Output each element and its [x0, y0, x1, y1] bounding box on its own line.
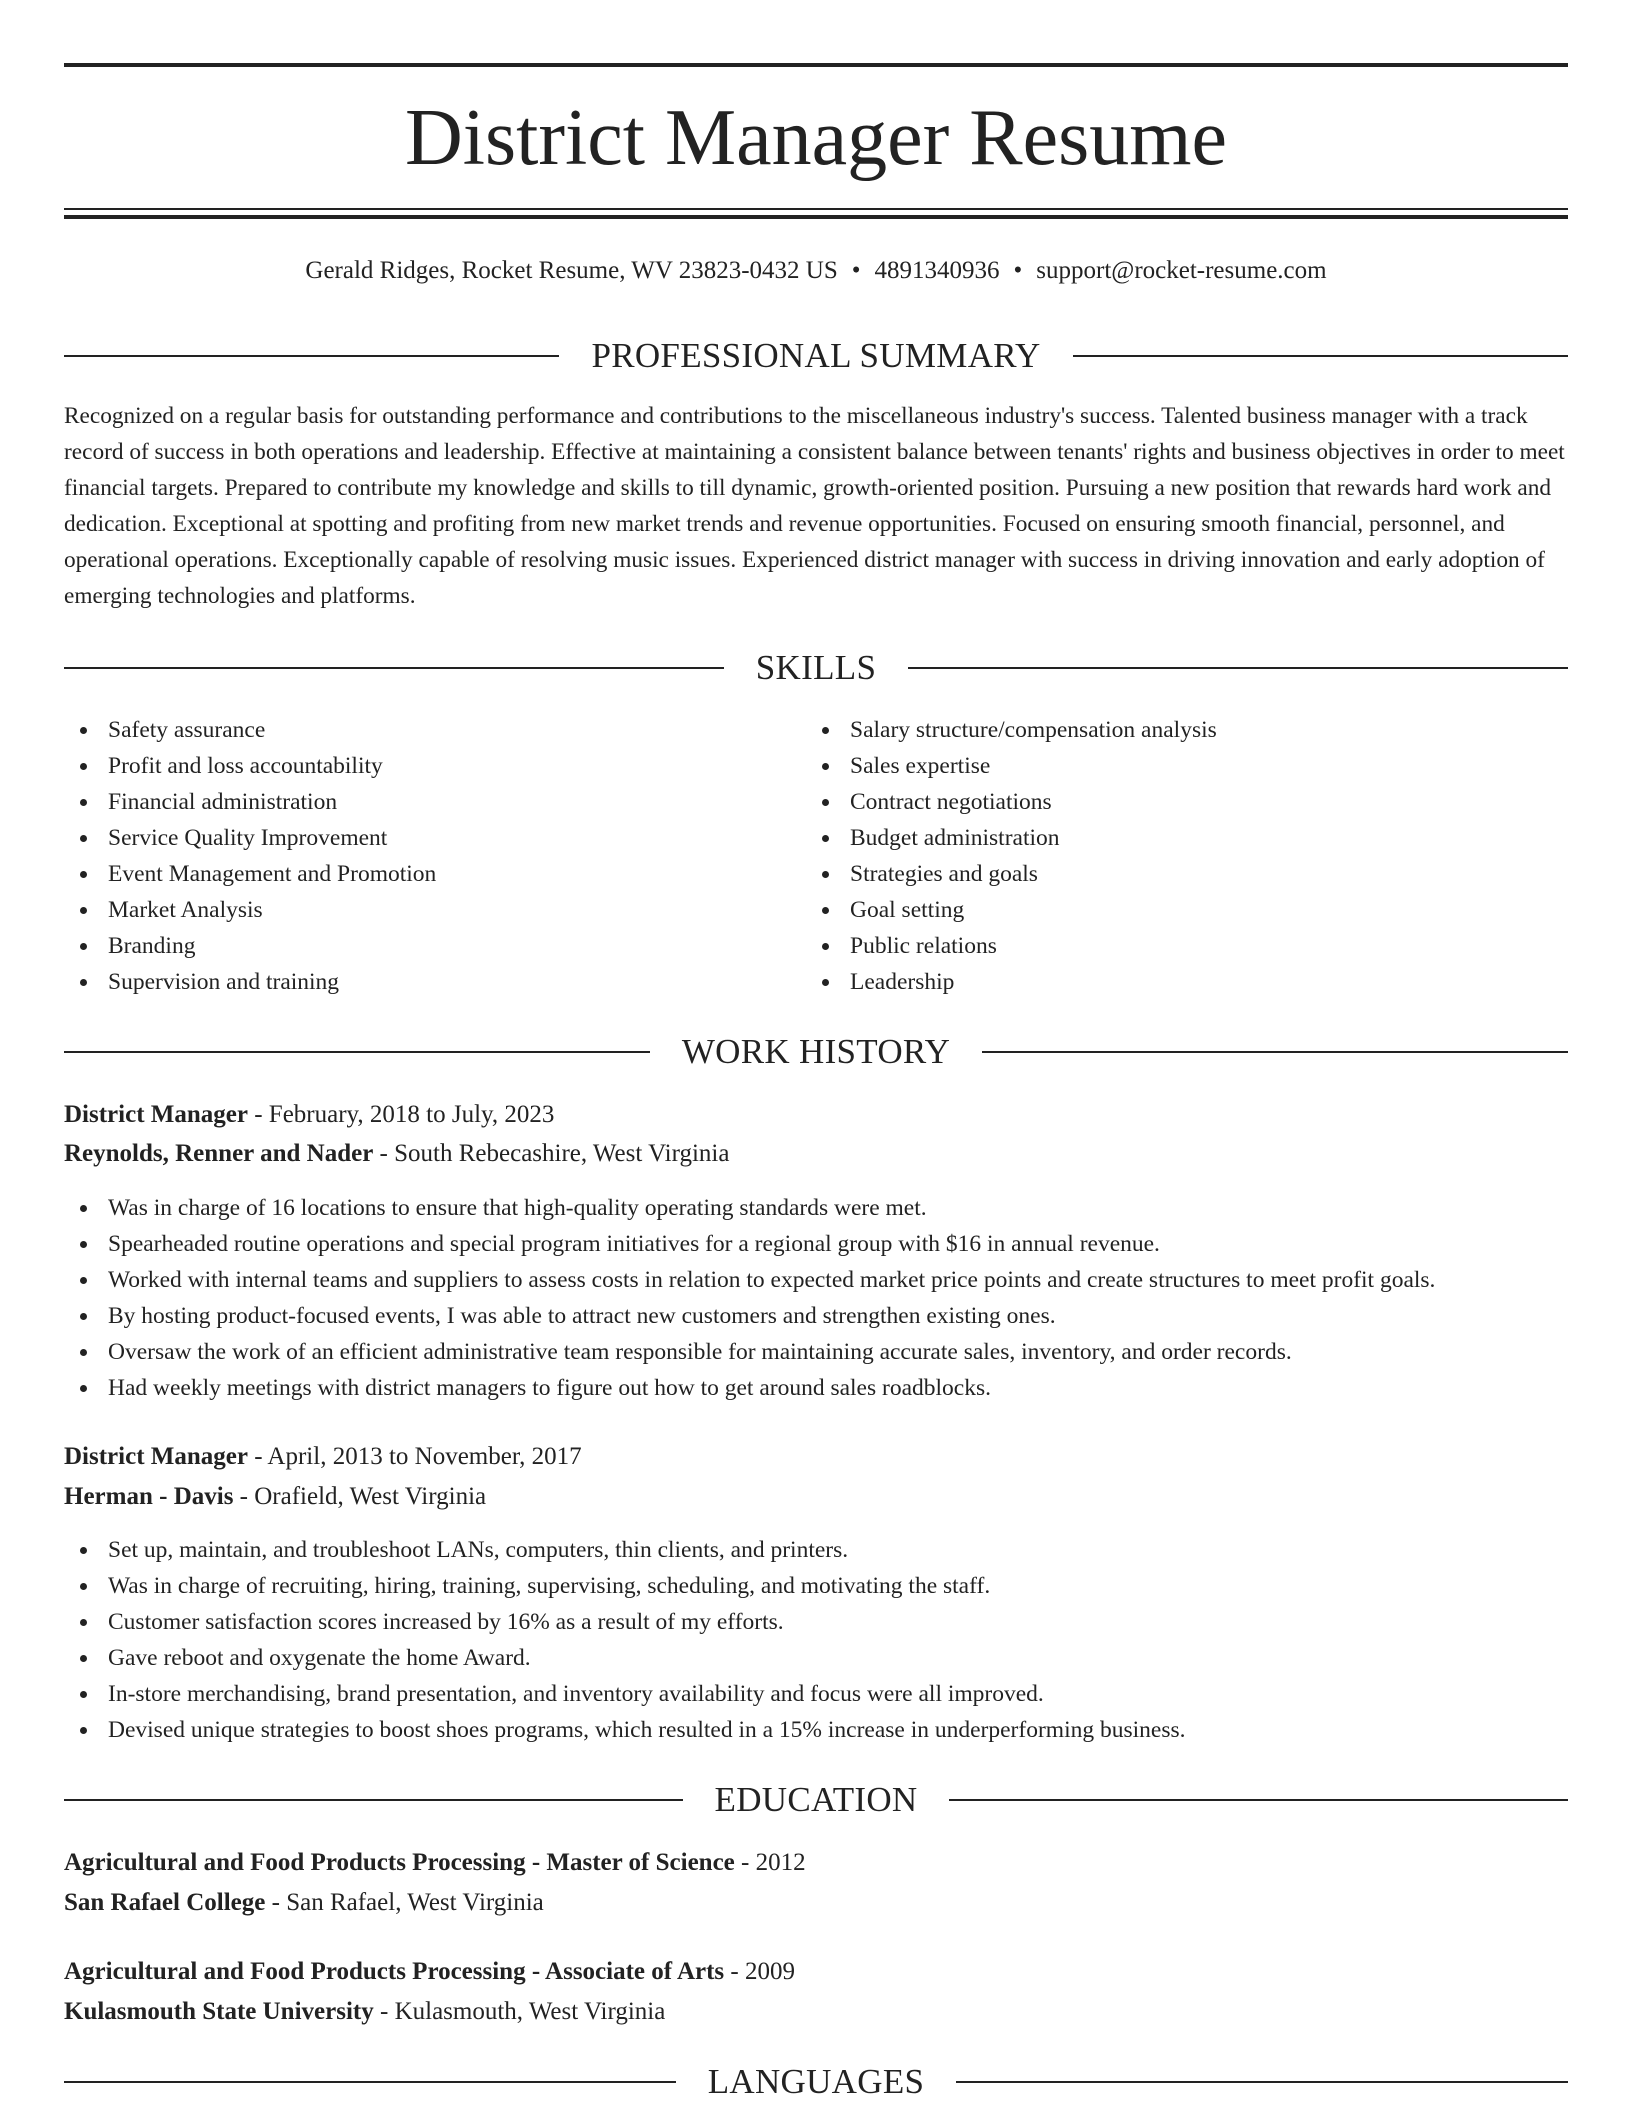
- job-bullet: Set up, maintain, and troubleshoot LANs, computers, thin clients, and printers.: [64, 1532, 1568, 1568]
- education-location: San Rafael, West Virginia: [286, 1889, 544, 1916]
- section-heading-skills: [64, 646, 1568, 690]
- job-dates: April, 2013 to November, 2017: [267, 1443, 582, 1470]
- skill-item: Public relations: [806, 928, 1217, 964]
- skill-item: Strategies and goals: [806, 856, 1217, 892]
- section-title: WORK HISTORY: [681, 1032, 951, 1071]
- skill-item: Supervision and training: [64, 964, 436, 1000]
- section-title: LANGUAGES: [707, 2062, 925, 2101]
- skill-item: Branding: [64, 928, 436, 964]
- skill-item: Leadership: [806, 964, 1217, 1000]
- summary-text: Recognized on a regular basis for outstanding performance and contributions to the miscellaneous industry's success. Talented business manager with a track record of success in both operations and leadership. Effective at maintaining a consistent balance between tenants' rights and business objectives in order to meet financial targets. Prepared to contribute my knowledge and skills to till dynamic, growth-oriented position. Pursuing a new position that rewards hard work and dedication. Exceptional at spotting and profiting from new market trends and revenue opportunities. Focused on ensuring smooth financial, personnel, and operational operations. Exceptionally capable of resolving music issues. Experienced district manager with success in driving innovation and early adoption of emerging technologies and platforms.: [64, 403, 1565, 609]
- job-title-line: District Manager - April, 2013 to November, 2017: [64, 1443, 582, 1470]
- job-bullet: Customer satisfaction scores increased by 16% as a result of my efforts.: [64, 1604, 1568, 1640]
- job-bullet: Was in charge of recruiting, hiring, training, supervising, scheduling, and motivating the staff.: [64, 1568, 1568, 1604]
- skill-item: Salary structure/compensation analysis: [806, 712, 1217, 748]
- job-bullet: Had weekly meetings with district managers to figure out how to get around sales roadblocks.: [64, 1370, 1568, 1406]
- job-bullets: [64, 1190, 1568, 1406]
- contact-separator: •: [1013, 257, 1023, 284]
- job-title: District Manager: [64, 1443, 248, 1470]
- heading-rule: [908, 667, 1568, 669]
- job-dates: February, 2018 to July, 2023: [268, 1101, 555, 1128]
- heading-rule: [64, 2081, 676, 2083]
- education-school-line: Kulasmouth State University - Kulasmouth, West Virginia: [64, 1998, 666, 2025]
- heading-rule: [64, 1799, 683, 1801]
- skill-item: Goal setting: [806, 892, 1217, 928]
- job-company-line: Reynolds, Renner and Nader - South Rebecashire, West Virginia: [64, 1140, 730, 1167]
- job-location: Orafield, West Virginia: [254, 1483, 487, 1510]
- education-degree-line: Agricultural and Food Products Processing - Associate of Arts - 2009: [64, 1958, 795, 1985]
- section-title: SKILLS: [755, 648, 877, 687]
- title-rule-lower: [64, 215, 1568, 219]
- education-year: 2012: [755, 1849, 806, 1876]
- job-location: South Rebecashire, West Virginia: [394, 1140, 730, 1167]
- skill-item: Sales expertise: [806, 748, 1217, 784]
- education-school-line: San Rafael College - San Rafael, West Virginia: [64, 1889, 544, 1916]
- heading-rule: [64, 667, 724, 669]
- heading-rule: [982, 1051, 1568, 1053]
- contact-line: [64, 254, 1568, 288]
- job-bullet: Worked with internal teams and suppliers to assess costs in relation to expected market price points and create structures to meet profit goals.: [64, 1262, 1568, 1298]
- job-bullet: Devised unique strategies to boost shoes programs, which resulted in a 15% increase in underperforming business.: [64, 1712, 1568, 1748]
- heading-rule: [64, 1051, 650, 1053]
- job-bullet: Oversaw the work of an efficient administrative team responsible for maintaining accurate sales, inventory, and order records.: [64, 1334, 1568, 1370]
- heading-rule: [64, 355, 559, 357]
- skill-item: Market Analysis: [64, 892, 436, 928]
- section-heading-summary: [64, 334, 1568, 378]
- heading-rule: [1073, 355, 1568, 357]
- heading-rule: [956, 2081, 1568, 2083]
- contact-address: Gerald Ridges, Rocket Resume, WV 23823-0432 US: [305, 257, 838, 284]
- job-bullet: In-store merchandising, brand presentation, and inventory availability and focus were all improved.: [64, 1676, 1568, 1712]
- section-heading-education: [64, 1778, 1568, 1822]
- contact-phone: 4891340936: [874, 257, 1000, 284]
- section-heading-work: [64, 1030, 1568, 1074]
- page-title: District Manager Resume: [405, 94, 1227, 182]
- skills-list-left: [64, 712, 436, 1000]
- heading-rule: [949, 1799, 1568, 1801]
- job-title-line: District Manager - February, 2018 to July, 2023: [64, 1101, 555, 1128]
- skill-item: Service Quality Improvement: [64, 820, 436, 856]
- section-title: PROFESSIONAL SUMMARY: [591, 336, 1041, 375]
- job-bullet: Was in charge of 16 locations to ensure that high-quality operating standards were met.: [64, 1190, 1568, 1226]
- skill-item: Contract negotiations: [806, 784, 1217, 820]
- job-company: Herman - Davis: [64, 1483, 234, 1510]
- skills-list-right: [806, 712, 1217, 1000]
- education-degree-line: Agricultural and Food Products Processing - Master of Science - 2012: [64, 1849, 806, 1876]
- job-bullet: Gave reboot and oxygenate the home Award.: [64, 1640, 1568, 1676]
- skill-item: Profit and loss accountability: [64, 748, 436, 784]
- skill-item: Event Management and Promotion: [64, 856, 436, 892]
- job-title: District Manager: [64, 1101, 248, 1128]
- education-degree: Agricultural and Food Products Processing - Master of Science: [64, 1849, 735, 1876]
- job-company: Reynolds, Renner and Nader: [64, 1140, 374, 1167]
- title-rule-upper: [64, 208, 1568, 210]
- education-year: 2009: [744, 1958, 795, 1985]
- contact-separator: •: [851, 257, 861, 284]
- education-school: San Rafael College: [64, 1889, 266, 1916]
- section-title: EDUCATION: [714, 1780, 918, 1819]
- job-company-line: Herman - Davis - Orafield, West Virginia: [64, 1483, 487, 1510]
- top-rule: [64, 63, 1568, 67]
- education-school: Kulasmouth State University: [64, 1998, 374, 2025]
- education-degree: Agricultural and Food Products Processing - Associate of Arts: [64, 1958, 725, 1985]
- education-location: Kulasmouth, West Virginia: [394, 1998, 666, 2025]
- contact-email[interactable]: support@rocket-resume.com: [1036, 257, 1327, 284]
- skill-item: Safety assurance: [64, 712, 436, 748]
- section-heading-languages: [64, 2060, 1568, 2104]
- skill-item: Budget administration: [806, 820, 1217, 856]
- job-bullets: [64, 1532, 1568, 1748]
- job-bullet: Spearheaded routine operations and special program initiatives for a regional group with $16 in annual revenue.: [64, 1226, 1568, 1262]
- job-bullet: By hosting product-focused events, I was able to attract new customers and strengthen existing ones.: [64, 1298, 1568, 1334]
- skill-item: Financial administration: [64, 784, 436, 820]
